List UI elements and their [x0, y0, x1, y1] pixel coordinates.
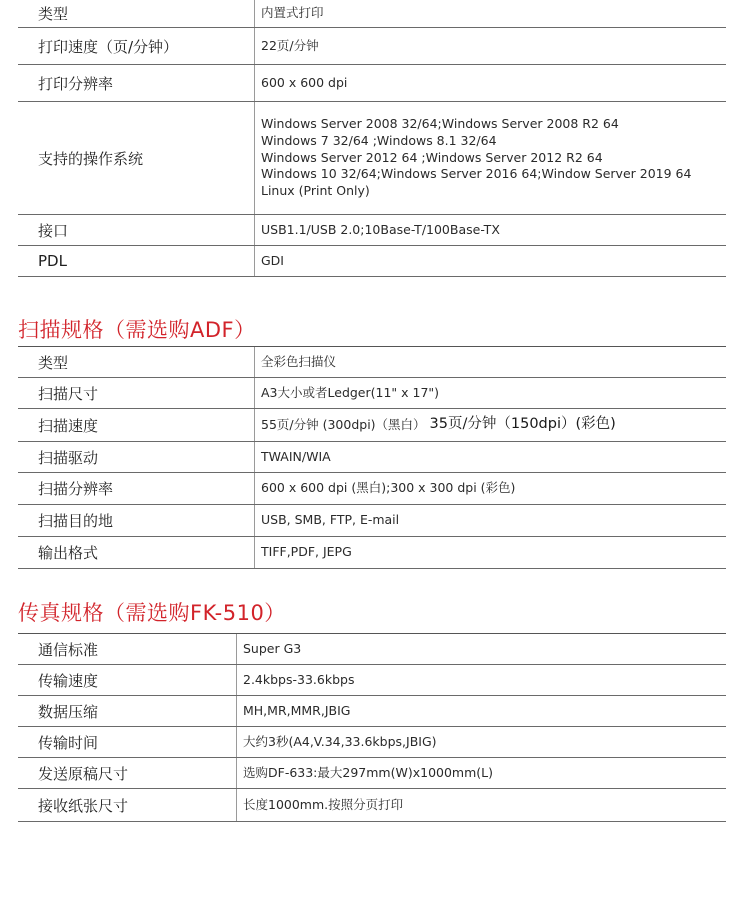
- os-line: Windows 10 32/64;Windows Server 2016 64;Window Server 2019 64: [261, 166, 692, 182]
- row-value: 全彩色扫描仪: [254, 347, 336, 377]
- row-label: 扫描目的地: [38, 512, 114, 530]
- row-label: 传输时间: [38, 733, 99, 752]
- table-row: [18, 65, 726, 102]
- os-line: Windows 7 32/64 ;Windows 8.1 32/64: [261, 132, 497, 148]
- table-row: [18, 409, 726, 442]
- table-row: [18, 442, 726, 473]
- row-value: USB, SMB, FTP, E-mail: [254, 505, 399, 536]
- scan-section-title: 扫描规格（需选购ADF）: [18, 318, 256, 342]
- row-label: 传输速度: [38, 671, 99, 690]
- table-row: [18, 378, 726, 409]
- table-row: [18, 28, 726, 65]
- scan-spec-table: [18, 346, 726, 569]
- row-label: 扫描驱动: [38, 448, 99, 467]
- row-value: 600 x 600 dpi (黑白);300 x 300 dpi (彩色): [254, 473, 515, 504]
- row-label: 类型: [38, 353, 69, 372]
- table-row: [18, 634, 726, 665]
- table-row: [18, 347, 726, 378]
- row-label: 数据压缩: [38, 702, 99, 721]
- row-label: 通信标准: [38, 640, 99, 659]
- row-label: 类型: [38, 5, 69, 23]
- row-value: TIFF,PDF, JEPG: [254, 537, 352, 568]
- row-value: [254, 409, 616, 441]
- row-label: 支持的操作系统: [38, 149, 144, 168]
- table-row: [18, 758, 726, 789]
- row-label: 打印速度（页/分钟）: [38, 37, 179, 56]
- table-row: [18, 696, 726, 727]
- os-list: [254, 102, 691, 214]
- os-line: Windows Server 2008 32/64;Windows Server 2008 R2 64: [261, 115, 619, 131]
- row-value: GDI: [254, 246, 284, 276]
- row-label: 输出格式: [38, 544, 99, 562]
- row-label: 扫描尺寸: [38, 384, 99, 403]
- row-value: Super G3: [236, 634, 301, 664]
- table-row: [18, 789, 726, 822]
- row-label: 打印分辨率: [38, 74, 114, 93]
- fax-section-title: 传真规格（需选购FK-510）: [18, 601, 286, 625]
- table-row: [18, 102, 726, 215]
- row-value: 长度1000mm.按照分页打印: [236, 789, 403, 821]
- os-line: Linux (Print Only): [261, 183, 370, 199]
- row-label: 扫描速度: [38, 416, 99, 435]
- row-value: 大约3秒(A4,V.34,33.6kbps,JBIG): [236, 727, 437, 757]
- table-row: [18, 473, 726, 505]
- table-row: [18, 665, 726, 696]
- row-value: 内置式打印: [254, 0, 324, 27]
- table-row: [18, 505, 726, 537]
- row-value: 2.4kbps-33.6kbps: [236, 665, 354, 695]
- scan-speed-bw: 55页/分钟 (300dpi)（黑白）: [261, 416, 426, 432]
- printer-spec-table: [18, 0, 726, 277]
- row-value: 600 x 600 dpi: [254, 65, 347, 101]
- fax-spec-table: [18, 633, 726, 822]
- os-line: Windows Server 2012 64 ;Windows Server 2012 R2 64: [261, 149, 603, 165]
- table-row: [18, 215, 726, 246]
- row-label: PDL: [38, 252, 67, 270]
- row-value: 22页/分钟: [254, 28, 319, 64]
- row-label: 扫描分辨率: [38, 480, 114, 498]
- table-row: [18, 0, 726, 28]
- row-value: MH,MR,MMR,JBIG: [236, 696, 350, 726]
- row-value: TWAIN/WIA: [254, 442, 331, 472]
- row-value: USB1.1/USB 2.0;10Base-T/100Base-TX: [254, 215, 500, 245]
- row-label: 接收纸张尺寸: [38, 796, 129, 815]
- table-row: [18, 537, 726, 569]
- table-row: [18, 727, 726, 758]
- row-label: 发送原稿尺寸: [38, 764, 129, 783]
- row-value: A3大小或者Ledger(11" x 17"): [254, 378, 439, 408]
- row-value: 选购DF-633:最大297mm(W)x1000mm(L): [236, 758, 493, 788]
- row-label: 接口: [38, 221, 69, 240]
- scan-speed-color: 35页/分钟（150dpi）(彩色): [429, 416, 616, 433]
- table-row: [18, 246, 726, 277]
